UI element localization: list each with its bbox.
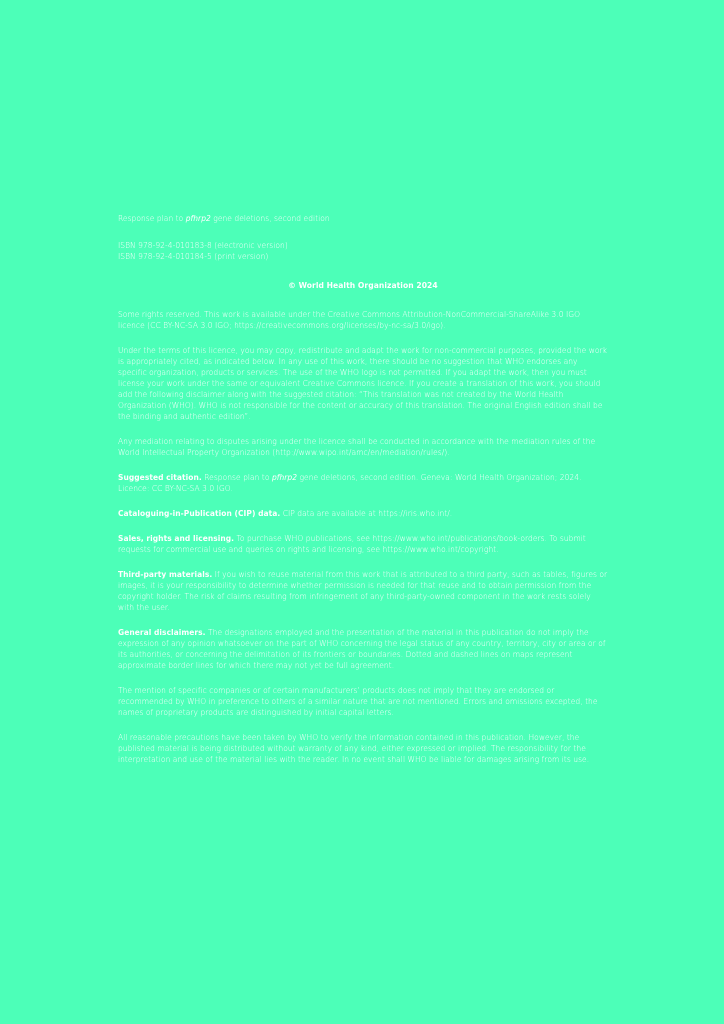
suggested-citation-paragraph: Suggested citation. Response plan to pfhrp2 gene deletions, second edition. Geneva: World Health Organization; 2024. Licence: CC BY-NC-SA 3.0 IGO. [118,473,582,493]
isbn-electronic: ISBN 978-92-4-010183-8 (electronic version) [118,241,288,250]
isbn-print: ISBN 978-92-4-010184-5 (print version) [118,252,269,261]
rights-paragraph: Some rights reserved. This work is available under the Creative Commons Attribution-NonCommercial-ShareAlike 3.0 IGO licence (CC BY-NC-SA 3.0 IGO; https://creativecommons.org/licenses/by-nc-sa/3.0/igo). [118,310,581,330]
mediation-paragraph: Any mediation relating to disputes arising under the licence shall be conducted in accordance with the mediation rules of the World Intellectual Property Organization (http://www.wipo.int/amc/en/mediation/rules/). [118,437,596,457]
publication-title: Response plan to pfhrp2 gene deletions, second edition [118,214,330,223]
cip-paragraph: Cataloguing-in-Publication (CIP) data. CIP data are available at https://iris.who.int/. [118,509,453,518]
third-party-paragraph: Third-party materials. If you wish to reuse material from this work that is attributed to a third party, such as tables, figures or images, it is your responsibility to determine whether permission is needed for that reuse and to obtain permission from the copyright holder. The risk of claims resulting from infringement of any third-party-owned component in the work rests solely with the user. [118,570,608,612]
companies-paragraph: The mention of specific companies or of certain manufacturers’ products does not imply that they are endorsed or recommended by WHO in preference to others of a similar nature that are not mentioned. Errors and omissions excepted, the names of proprietary products are distinguished by initial capital letters. [118,686,598,717]
precautions-paragraph: All reasonable precautions have been taken by WHO to verify the information contained in this publication. However, the published material is being distributed without warranty of any kind, either expressed or implied. The responsibility for the interpretation and use of the material lies with the reader. In no event shall WHO be liable for damages arising from its use. [118,733,590,764]
isbn-block [118,240,608,262]
sales-paragraph: Sales, rights and licensing. To purchase WHO publications, see https://www.who.int/publications/book-orders. To submit requests for commercial use and queries on rights and licensing, see https://www.who.int/copyright. [118,534,586,554]
licence-terms-paragraph: Under the terms of this licence, you may copy, redistribute and adapt the work for non-commercial purposes, provided the work is appropriately cited, as indicated below. In any use of this work, there should be no suggestion that WHO endorses any specific organization, products or services. The use of the WHO logo is not permitted. If you adapt the work, then you must license your work under the same or equivalent Creative Commons licence. If you create a translation of this work, you should add the following disclaimer along with the suggested citation: “This translation was not created by the World Health Organization (WHO). WHO is not responsible for the content or accuracy of this translation. The original English edition shall be the binding and authentic edition”. [118,346,608,421]
copyright-page [118,213,608,779]
general-disclaimers-paragraph: General disclaimers. The designations employed and the presentation of the material in this publication do not imply the expression of any opinion whatsoever on the part of WHO concerning the legal status of any country, territory, city or area or of its authorities, or concerning the delimitation of its frontiers or boundaries. Dotted and dashed lines on maps represent approximate border lines for which there may not yet be full agreement. [118,628,606,670]
copyright-notice: © World Health Organization 2024 [288,281,438,290]
